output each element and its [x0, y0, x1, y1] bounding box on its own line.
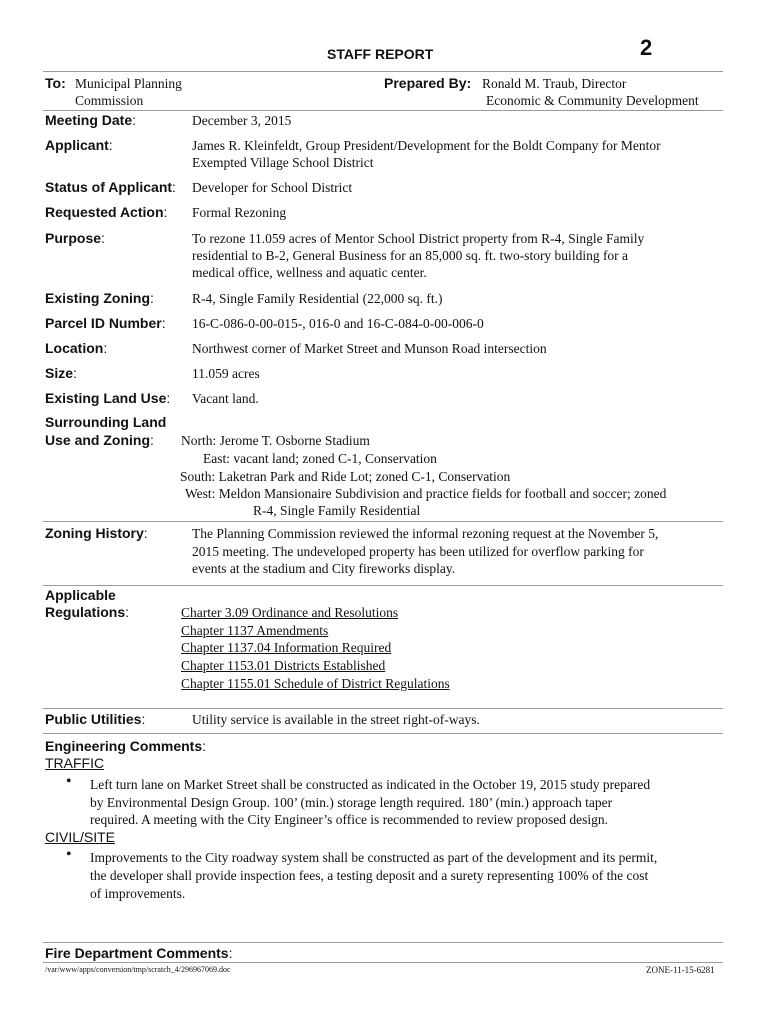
purpose-line-2: residential to B-2, General Business for an 85,000 sq. ft. two-story building for a	[192, 248, 629, 263]
applicant-line-1: James R. Kleinfeldt, Group President/Development for the Boldt Company for Mentor	[192, 138, 661, 153]
purpose-line-1: To rezone 11.059 acres of Mentor School District property from R-4, Single Family	[192, 231, 645, 246]
regulation-link-charter-3-09[interactable]: Charter 3.09 Ordinance and Resolutions	[181, 605, 399, 620]
public-utilities-label: Public Utilities:	[45, 711, 146, 727]
prepared-by-label: Prepared By:	[384, 75, 472, 91]
location-label: Location:	[45, 340, 108, 356]
zoning-history-line-3: events at the stadium and City fireworks display.	[192, 561, 456, 576]
surrounding-east: East: vacant land; zoned C-1, Conservation	[203, 451, 437, 466]
page-number: 2	[640, 35, 653, 60]
regulations-label-line-1: Applicable	[45, 587, 116, 603]
meeting-date-label: Meeting Date:	[45, 112, 137, 128]
regulation-link-chapter-1137-04[interactable]: Chapter 1137.04 Information Required	[181, 640, 392, 655]
civil-site-heading: CIVIL/SITE	[45, 829, 116, 845]
bullet-icon: •	[66, 846, 72, 863]
applicant-label: Applicant:	[45, 137, 113, 153]
regulation-link-chapter-1137[interactable]: Chapter 1137 Amendments	[181, 623, 329, 638]
size-label: Size:	[45, 365, 77, 381]
zoning-history-label: Zoning History:	[45, 525, 148, 541]
to-line-1: Municipal Planning	[75, 76, 182, 91]
traffic-line-2: by Environmental Design Group. 100’ (min.) storage length required. 180’ (min.) approach taper	[90, 795, 613, 810]
civil-line-3: of improvements.	[90, 886, 186, 901]
divider	[43, 942, 723, 943]
to-line-2: Commission	[75, 93, 144, 108]
zoning-history-line-1: The Planning Commission reviewed the informal rezoning request at the November 5,	[192, 526, 659, 541]
surrounding-west-cont: R-4, Single Family Residential	[253, 503, 421, 518]
footer-zone-code: ZONE-11-15-6281	[646, 965, 715, 975]
civil-line-1: Improvements to the City roadway system shall be constructed as part of the development and its permit,	[90, 850, 658, 865]
requested-action-value: Formal Rezoning	[192, 205, 287, 220]
existing-land-use-value: Vacant land.	[192, 391, 259, 406]
purpose-line-3: medical office, wellness and aquatic center.	[192, 265, 427, 280]
regulation-link-chapter-1155-01[interactable]: Chapter 1155.01 Schedule of District Regulations	[181, 676, 450, 691]
public-utilities-value: Utility service is available in the street right-of-ways.	[192, 712, 480, 727]
status-of-applicant-value: Developer for School District	[192, 180, 353, 195]
traffic-line-1: Left turn lane on Market Street shall be constructed as indicated in the October 19, 2015 study prepared	[90, 777, 651, 792]
parcel-id-label: Parcel ID Number:	[45, 315, 166, 331]
surrounding-south: South: Laketran Park and Ride Lot; zoned C-1, Conservation	[180, 469, 511, 484]
divider	[43, 71, 723, 72]
fire-department-comments-label: Fire Department Comments:	[45, 945, 233, 961]
applicant-line-2: Exempted Village School District	[192, 155, 374, 170]
traffic-line-3: required. A meeting with the City Engineer’s office is recommended to review proposed design.	[90, 812, 608, 827]
divider	[43, 110, 723, 111]
status-of-applicant-label: Status of Applicant:	[45, 179, 176, 195]
regulations-label-line-2: Regulations:	[45, 604, 130, 620]
meeting-date-value: December 3, 2015	[192, 113, 292, 128]
purpose-label: Purpose:	[45, 230, 105, 246]
zoning-history-line-2: 2015 meeting. The undeveloped property has been utilized for overflow parking for	[192, 544, 644, 559]
location-value: Northwest corner of Market Street and Munson Road intersection	[192, 341, 547, 356]
footer-file-path: /var/www/apps/conversion/tmp/scratch_4/296967069.doc	[45, 965, 231, 974]
civil-line-2: the developer shall provide inspection fees, a testing deposit and a surety representing 100% of the cost	[90, 868, 649, 883]
surrounding-label-line-1: Surrounding Land	[45, 414, 167, 430]
regulation-link-chapter-1153-01[interactable]: Chapter 1153.01 Districts Established	[181, 658, 386, 673]
divider	[43, 708, 723, 709]
parcel-id-value: 16-C-086-0-00-015-, 016-0 and 16-C-084-0-00-006-0	[192, 316, 484, 331]
surrounding-north: North: Jerome T. Osborne Stadium	[181, 433, 370, 448]
prepared-by-line-1: Ronald M. Traub, Director	[482, 76, 627, 91]
existing-zoning-value: R-4, Single Family Residential (22,000 sq. ft.)	[192, 291, 443, 306]
divider	[43, 733, 723, 734]
traffic-heading: TRAFFIC	[45, 755, 105, 771]
existing-zoning-label: Existing Zoning:	[45, 290, 154, 306]
divider	[43, 521, 723, 522]
divider	[43, 585, 723, 586]
engineering-comments-label: Engineering Comments:	[45, 738, 207, 754]
bullet-icon: •	[66, 773, 72, 790]
existing-land-use-label: Existing Land Use:	[45, 390, 171, 406]
requested-action-label: Requested Action:	[45, 204, 168, 220]
size-value: 11.059 acres	[192, 366, 260, 381]
surrounding-label-line-2: Use and Zoning:	[45, 432, 154, 448]
divider	[43, 962, 723, 963]
page-title: STAFF REPORT	[327, 46, 434, 62]
prepared-by-line-2: Economic & Community Development	[486, 93, 699, 108]
surrounding-west: West: Meldon Mansionaire Subdivision and practice fields for football and soccer; zoned	[185, 486, 667, 501]
to-label: To:	[45, 75, 66, 91]
